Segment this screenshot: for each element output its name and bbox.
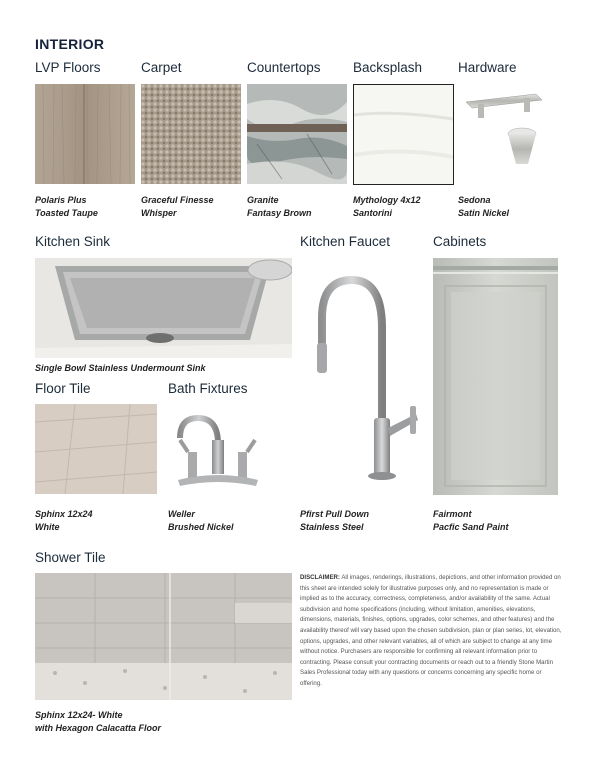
countertops-caption <box>247 194 312 220</box>
cabinets-color: Pacfic Sand Paint <box>433 522 509 532</box>
carpet-swatch <box>141 84 241 184</box>
disclaimer-label: DISCLAIMER: <box>300 574 340 581</box>
bath-fixtures-image <box>168 404 263 494</box>
lvp-caption <box>35 194 98 220</box>
kitchen-faucet-image <box>300 258 425 493</box>
cabinets-swatch <box>433 258 558 495</box>
page-title: INTERIOR <box>35 36 105 52</box>
disclaimer-text: All images, renderings, illustrations, depictions, and other information provided on this sheet are intended solely for illustrative purposes only, and no representation is made or implied as to the accuracy, correctness, completeness, and/or availability of the same. Actual subdivision and home specifications (including, without limitation, amenities, elevations, dimensions, materials, finishes, options, upgrades, color schemes, and other features) and the availability thereof will vary based upon the chosen subdivision, plan or plan series, lot, elevation, options, upgrades, and other relevant variables, all of which are subject to change at any time without notice. Purchasers are responsible for confirming all relevant information prior to contracting. Please consult your contracting documents or reach out to a friendly Stone Martin Sales Professional today with any questions or concerns concerning any specific home or offering. <box>300 574 562 687</box>
faucet-name: Pfirst Pull Down <box>300 509 370 519</box>
countertops-name: Granite <box>247 195 279 205</box>
countertop-swatch <box>247 84 347 184</box>
hardware-name: Sedona <box>458 195 491 205</box>
lvp-name: Polaris Plus <box>35 195 87 205</box>
bath-name: Weller <box>168 509 195 519</box>
hardware-caption <box>458 194 509 220</box>
shower-tile-image <box>35 573 292 700</box>
floor-tile-name: Sphinx 12x24 <box>35 509 93 519</box>
kitchen-sink-image <box>35 258 292 358</box>
backsplash-name: Mythology 4x12 <box>353 195 421 205</box>
cabinets-caption <box>433 508 509 534</box>
floor-tile-caption <box>35 508 93 534</box>
cabinets-name: Fairmont <box>433 509 472 519</box>
sink-name: Single Bowl Stainless Undermount Sink <box>35 363 206 373</box>
carpet-caption <box>141 194 214 220</box>
lvp-floor-swatch <box>35 84 135 184</box>
countertops-color: Fantasy Brown <box>247 208 312 218</box>
shower-name: Sphinx 12x24- White <box>35 710 123 720</box>
carpet-name: Graceful Finesse <box>141 195 214 205</box>
sink-heading: Kitchen Sink <box>35 234 111 249</box>
disclaimer <box>300 573 562 690</box>
floor-tile-swatch <box>35 404 157 494</box>
floor-tile-heading: Floor Tile <box>35 381 91 396</box>
bath-caption <box>168 508 234 534</box>
shower-floor: with Hexagon Calacatta Floor <box>35 723 162 733</box>
sink-caption <box>35 362 206 375</box>
hardware-color: Satin Nickel <box>458 208 510 218</box>
backsplash-caption <box>353 194 421 220</box>
faucet-caption <box>300 508 369 534</box>
shower-caption <box>35 709 161 735</box>
hardware-swatch <box>458 84 558 184</box>
shower-heading: Shower Tile <box>35 550 106 565</box>
backsplash-swatch <box>353 84 454 185</box>
carpet-color: Whisper <box>141 208 177 218</box>
lvp-heading: LVP Floors <box>35 60 101 75</box>
lvp-color: Toasted Taupe <box>35 208 98 218</box>
backsplash-heading: Backsplash <box>353 60 423 75</box>
countertops-heading: Countertops <box>247 60 321 75</box>
faucet-heading: Kitchen Faucet <box>300 234 391 249</box>
bath-color: Brushed Nickel <box>168 522 234 532</box>
bath-heading: Bath Fixtures <box>168 381 248 396</box>
hardware-heading: Hardware <box>458 60 517 75</box>
backsplash-color: Santorini <box>353 208 393 218</box>
carpet-heading: Carpet <box>141 60 182 75</box>
cabinets-heading: Cabinets <box>433 234 487 249</box>
faucet-color: Stainless Steel <box>300 522 364 532</box>
floor-tile-color: White <box>35 522 60 532</box>
